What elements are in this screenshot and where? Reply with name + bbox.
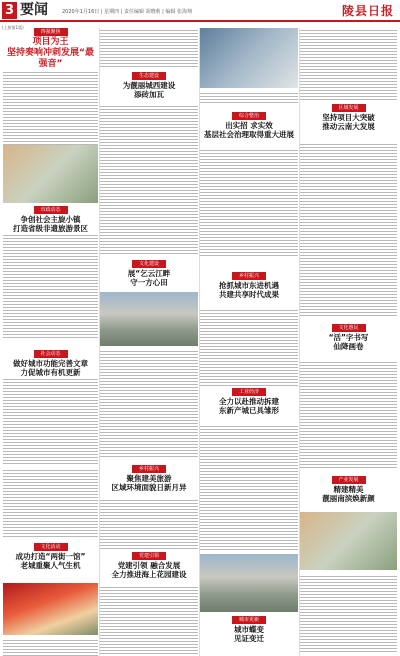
article-title: 坚持项目大突破 推动云南大发展 — [322, 113, 375, 131]
article-tag: 产业发展 — [332, 476, 366, 484]
article-title: 出实招 求实效 基层社会治理取得重大进展 — [204, 121, 294, 139]
article-body-block — [300, 28, 397, 100]
article-body — [300, 362, 397, 470]
article-body-block — [300, 360, 397, 470]
article-body — [3, 379, 98, 464]
article[interactable] — [100, 465, 198, 495]
article-body — [100, 106, 198, 254]
article-body-block — [3, 638, 98, 656]
article-tag: 党建引领 — [132, 552, 166, 560]
column-3 — [200, 28, 298, 656]
article-photo — [200, 554, 298, 612]
article-body-block — [3, 468, 98, 538]
article-body-block — [200, 91, 298, 105]
column-1 — [3, 28, 98, 656]
article-tag: 城市更新 — [232, 616, 266, 624]
article-body-block — [300, 574, 397, 654]
article-body-block — [200, 148, 298, 258]
article-photo — [100, 292, 198, 346]
article-title: 精建精美 靓丽南滨焕新颜 — [322, 485, 375, 503]
page-header — [0, 0, 400, 22]
article-tag: 市政动态 — [34, 206, 68, 214]
article-tag: 文化活动 — [34, 543, 68, 551]
article-body-block — [100, 28, 198, 68]
article-photo — [3, 145, 98, 203]
article-title: 展“乞云江畔 守一方心田 — [127, 269, 171, 287]
article-title: 项目为王 坚持奏响冲刺发展“最强音” — [7, 37, 94, 69]
article-body — [3, 640, 98, 656]
article[interactable] — [3, 28, 98, 142]
article-body — [3, 470, 98, 538]
article-tag: 文化建设 — [132, 260, 166, 268]
article[interactable] — [100, 72, 198, 100]
article[interactable] — [200, 272, 298, 304]
article-tag: 乡村振兴 — [232, 272, 266, 280]
article-title: 全力以赴推动拆建 东新产城已具雏形 — [219, 397, 279, 415]
article-body-block — [200, 424, 298, 550]
article-body — [200, 310, 298, 388]
article-body — [100, 351, 198, 459]
article-body — [100, 30, 198, 68]
article[interactable] — [3, 350, 98, 460]
article-body — [300, 576, 397, 654]
article-title: 为靓丽城西建设 添砖加瓦 — [122, 81, 176, 99]
section-title: 要闻 — [20, 2, 48, 18]
article-tag: 四强聚焦 — [34, 28, 68, 36]
article[interactable] — [3, 543, 98, 583]
article-title: 做好城市功能完善文章 力促城市有机更新 — [13, 359, 88, 377]
article[interactable] — [200, 388, 298, 420]
article-photo — [200, 28, 298, 88]
article-body — [100, 587, 198, 655]
article-body-block — [3, 233, 98, 343]
article-title: “活”字书写 仙降画卷 — [328, 333, 369, 351]
page-number: 3 — [2, 2, 17, 19]
article[interactable] — [200, 112, 298, 144]
article[interactable] — [300, 324, 397, 356]
article-tag: 综合整治 — [232, 112, 266, 120]
article-body-block — [100, 104, 198, 254]
article[interactable] — [300, 476, 397, 508]
article-body — [3, 235, 98, 340]
article-title: 争创社会主旋小镇 打造省级非遗旅游景区 — [13, 215, 88, 233]
article-title: 抢抓城市东进机遇 共建共享时代成果 — [219, 281, 279, 299]
article[interactable] — [100, 260, 198, 290]
column-2 — [100, 28, 198, 656]
article-body — [100, 500, 198, 550]
article-body-block — [100, 349, 198, 459]
article[interactable] — [200, 616, 298, 648]
newspaper-logo: 陵县日报 — [341, 4, 394, 18]
article[interactable] — [100, 552, 198, 582]
article-body-block — [300, 142, 397, 318]
article-body-block — [100, 585, 198, 655]
article-title: 党建引领 融合发展 全力推进海上花园建设 — [111, 561, 187, 579]
continued-note: (上接第1版) — [2, 25, 24, 30]
column-4 — [300, 28, 397, 656]
article-photo — [3, 583, 98, 635]
article-photo — [300, 512, 397, 570]
article-tag: 社会动态 — [34, 350, 68, 358]
article-tag: 工业经济 — [232, 388, 266, 396]
article-tag: 区域发展 — [332, 104, 366, 112]
article-body — [300, 144, 397, 318]
article-body — [200, 426, 298, 550]
article-body-block — [100, 498, 198, 550]
article-body-block — [200, 308, 298, 388]
issue-meta: 2020年1月16日 | 星期四 | 责任编辑 胡晓莉 | 编辑 张海翔 — [62, 9, 193, 15]
article-body — [200, 150, 298, 258]
article-body — [300, 30, 397, 100]
article[interactable] — [300, 104, 397, 138]
article-tag: 生态建设 — [132, 72, 166, 80]
article-title: 聚焦建美旅游 区域环境面貌日新月异 — [111, 474, 187, 492]
article-tag: 乡村振兴 — [132, 465, 166, 473]
article-body — [200, 93, 298, 105]
article-tag: 文化惠民 — [332, 324, 366, 332]
article-title: 城市蝶变 见证变迁 — [234, 625, 264, 643]
article-title: 成功打造“两街一馆” 老城重聚人气生机 — [15, 552, 86, 570]
